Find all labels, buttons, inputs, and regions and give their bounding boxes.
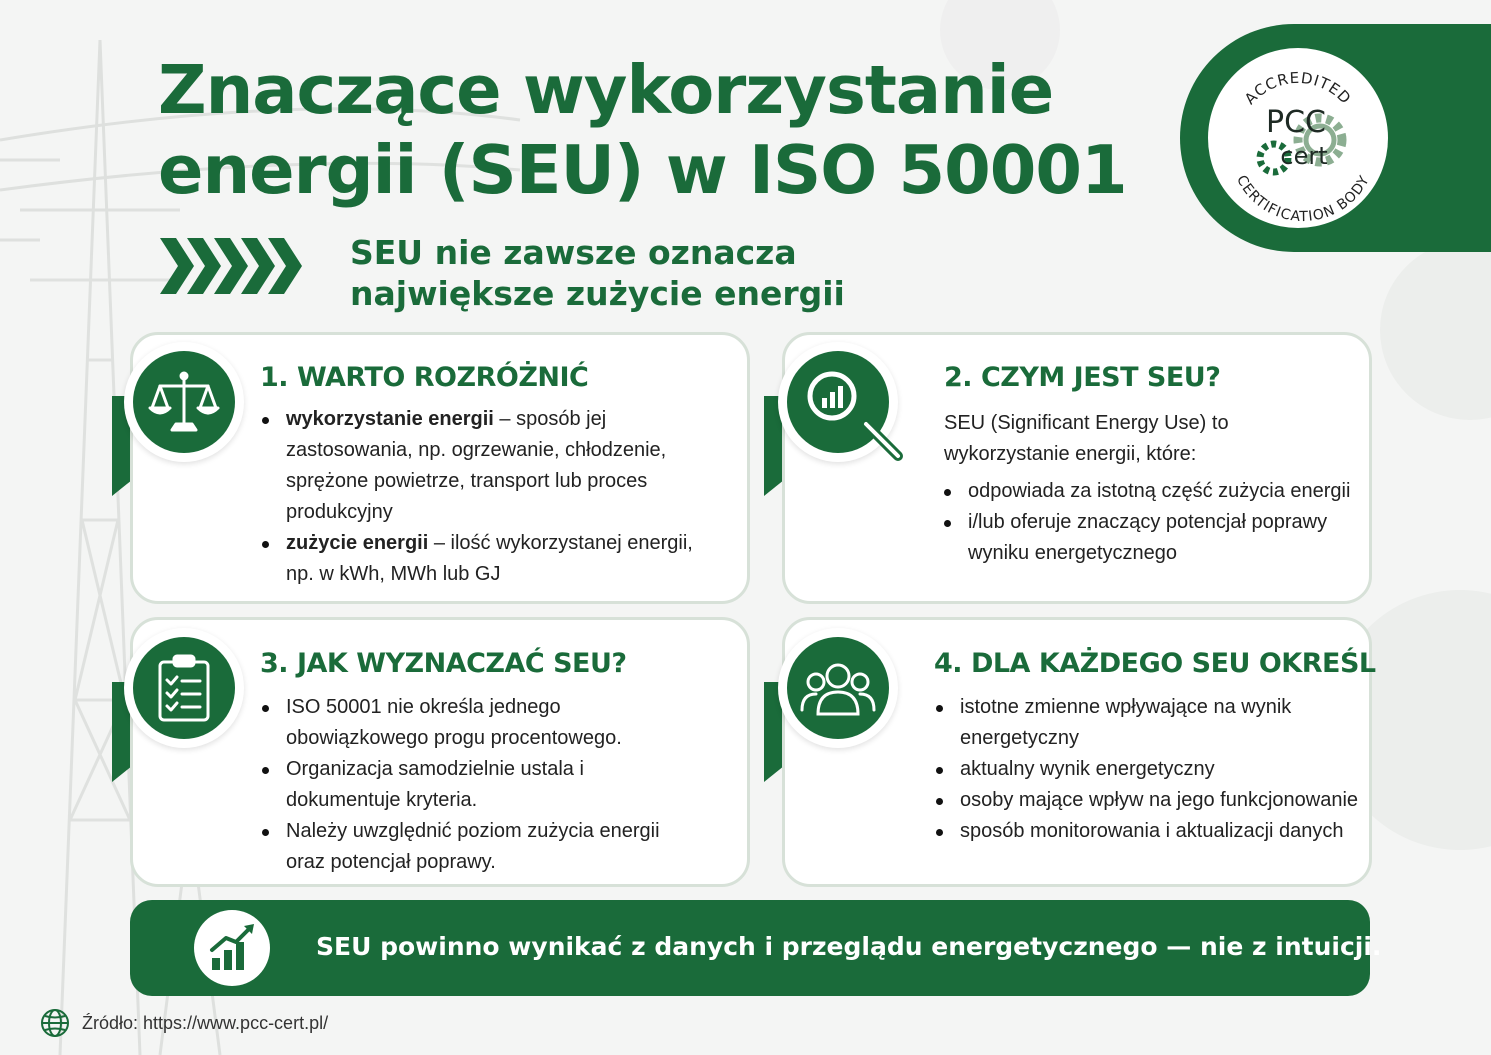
badge-brand-line-2: cert — [1280, 142, 1328, 170]
card-4-title: 4. DLA KAŻDEGO SEU OKREŚL — [934, 648, 1376, 679]
clipboard-checklist-icon — [146, 650, 222, 726]
chevrons-arrow-icon — [160, 238, 310, 294]
conclusion-banner — [130, 900, 1382, 996]
list-item — [260, 404, 720, 528]
list-item: sposób monitorowania i aktualizacji danych — [934, 816, 1364, 847]
badge-bottom-text: CERTIFICATION BODY — [1232, 172, 1374, 226]
list-item: aktualny wynik energetyczny — [934, 754, 1364, 785]
subtitle — [350, 232, 950, 314]
badge-brand-line-1: PCC — [1266, 105, 1326, 140]
banner-text: SEU powinno wynikać z danych i przeglądu energetycznego — nie z intuicji. — [316, 932, 1382, 961]
svg-text:CERTIFICATION BODY — [1233, 173, 1373, 225]
card-2-body — [944, 408, 1354, 569]
page-title — [158, 50, 1158, 210]
banner-icon-circle — [194, 910, 270, 986]
list-item — [260, 528, 720, 590]
card-1-body — [260, 404, 720, 590]
card-1-title: 1. WARTO ROZRÓŻNIĆ — [260, 362, 589, 393]
people-group-icon — [798, 650, 878, 726]
card-4-icon-ring — [778, 628, 898, 748]
card-3-body — [260, 692, 700, 878]
list-item: i/lub oferuje znaczący potencjał poprawy wyniku energetycznego — [942, 507, 1354, 569]
magnifier-handle — [860, 418, 906, 464]
term-label: zużycie energii — [286, 532, 429, 554]
term-definition: – ilość wykorzystanej energii, np. w kWh, MWh lub GJ — [286, 532, 693, 585]
accreditation-badge — [1208, 48, 1388, 228]
term-label: wykorzystanie energii — [286, 408, 494, 430]
svg-text:ACCREDITED — [1241, 69, 1355, 108]
subtitle-line-1: SEU nie zawsze oznacza — [350, 233, 797, 272]
card-4-body — [934, 692, 1364, 847]
card-3-title: 3. JAK WYZNACZAĆ SEU? — [260, 648, 627, 679]
globe-icon — [40, 1008, 70, 1038]
card-2-title: 2. CZYM JEST SEU? — [944, 362, 1221, 393]
source-footer — [40, 1008, 328, 1038]
subtitle-line-2: największe zużycie energii — [350, 274, 845, 313]
title-line-2: energii (SEU) w ISO 50001 — [158, 131, 1127, 209]
growth-chart-icon — [206, 922, 258, 974]
list-item: Należy uwzględnić poziom zużycia energii oraz potencjał poprawy. — [260, 816, 700, 878]
card-2-intro: SEU (Significant Energy Use) to wykorzystanie energii, które: — [944, 412, 1229, 465]
list-item: istotne zmienne wpływające na wynik energetyczny — [934, 692, 1364, 754]
list-item: ISO 50001 nie określa jednego obowiązkowego progu procentowego. — [260, 692, 700, 754]
term-definition: – sposób jej zastosowania, np. ogrzewanie, chłodzenie, sprężone powietrze, transport lub proces produkcyjny — [286, 408, 667, 523]
list-item: odpowiada za istotną część zużycia energii — [942, 476, 1354, 507]
list-item: osoby mające wpływ na jego funkcjonowanie — [934, 785, 1364, 816]
card-1-icon-ring — [124, 342, 244, 462]
source-link[interactable]: Źródło: https://www.pcc-cert.pl/ — [82, 1012, 329, 1033]
title-line-1: Znaczące wykorzystanie — [158, 51, 1054, 129]
card-3-icon-ring — [124, 628, 244, 748]
scales-icon — [146, 364, 222, 440]
list-item: Organizacja samodzielnie ustala i dokumentuje kryteria. — [260, 754, 700, 816]
badge-top-text: ACCREDITED — [1240, 68, 1355, 109]
